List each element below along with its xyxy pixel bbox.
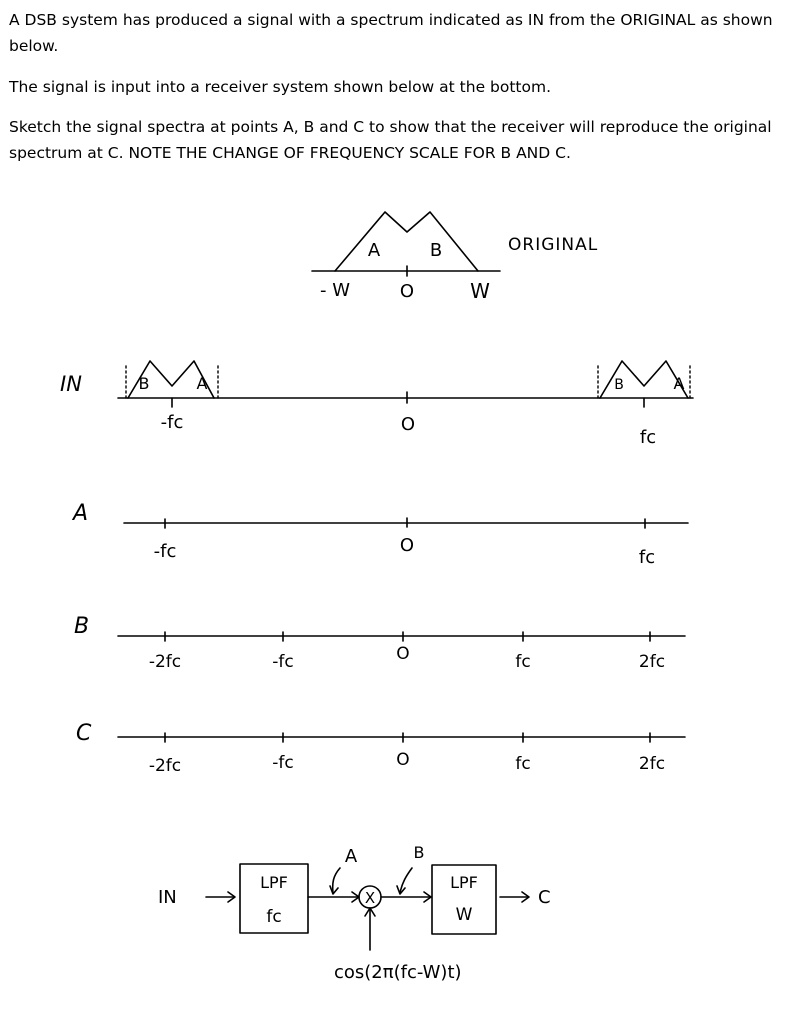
lpf-fc-cutoff: fc (266, 907, 282, 927)
original-tick-neg: - W (319, 280, 351, 301)
b-tick-label: fc (515, 652, 531, 672)
b-axis-label: B (74, 614, 90, 639)
a-axis-label: A (73, 501, 89, 526)
a-axis (124, 518, 688, 528)
b-tick-label: -fc (272, 652, 294, 672)
receiver-diagram (206, 864, 529, 950)
question-paragraph-3: Sketch the signal spectra at points A, B and C to show that the receiver will reproduce the original spectrum at C. NOTE THE CHANGE OF FREQUENCY SCALE FOR B AND C. (9, 118, 772, 162)
in-tick-neg: -fc (160, 412, 184, 433)
lpf-w-cutoff: W (455, 905, 473, 925)
c-axis (118, 733, 685, 742)
c-tick-label: O (396, 750, 410, 770)
receiver-output-label: C (538, 887, 551, 908)
lpf-fc-title: LPF (260, 873, 288, 892)
a-tick-pos: fc (638, 547, 656, 568)
c-tick-label: fc (515, 754, 531, 774)
in-left-band-right-label: A (196, 374, 208, 393)
b-tick-label: -2fc (148, 652, 182, 672)
c-tick-label: -fc (272, 753, 294, 773)
question-paragraph-1: A DSB system has produced a signal with a spectrum indicated as IN from the ORIGINAL as shown below. (9, 11, 773, 55)
original-title: ORIGINAL (508, 235, 599, 255)
in-axis-label: IN (60, 372, 82, 396)
original-band-left-label: A (367, 240, 381, 261)
receiver-input-label: IN (158, 887, 177, 908)
a-tick-neg: -fc (153, 541, 177, 562)
point-b-pointer (400, 868, 412, 893)
original-tick-pos: W (470, 279, 490, 303)
in-right-band-right-label: A (673, 374, 685, 393)
original-band-shape (335, 212, 478, 271)
in-tick-zero: O (400, 414, 416, 435)
b-tick-label: O (396, 644, 410, 664)
original-tick-zero: O (399, 281, 415, 302)
question-paragraph-2: The signal is input into a receiver system shown below at the bottom. (9, 78, 552, 96)
in-left-band-left-label: B (138, 374, 150, 393)
c-tick-label: 2fc (638, 754, 666, 774)
point-a-label: A (344, 846, 358, 867)
original-band-right-label: B (429, 240, 443, 261)
a-tick-zero: O (399, 535, 415, 556)
original-spectrum (312, 212, 500, 276)
point-a-pointer-head (330, 886, 338, 894)
mixer-symbol: X (364, 889, 376, 907)
in-tick-pos: fc (639, 427, 657, 448)
lpf-w-title: LPF (450, 873, 478, 892)
c-axis-label: C (76, 721, 92, 746)
oscillator-label: cos(2π(fc-W)t) (334, 962, 462, 983)
c-tick-label: -2fc (148, 756, 182, 776)
point-b-label: B (413, 843, 425, 862)
in-right-band-left-label: B (614, 377, 624, 393)
b-axis (118, 632, 685, 641)
b-tick-label: 2fc (638, 652, 666, 672)
